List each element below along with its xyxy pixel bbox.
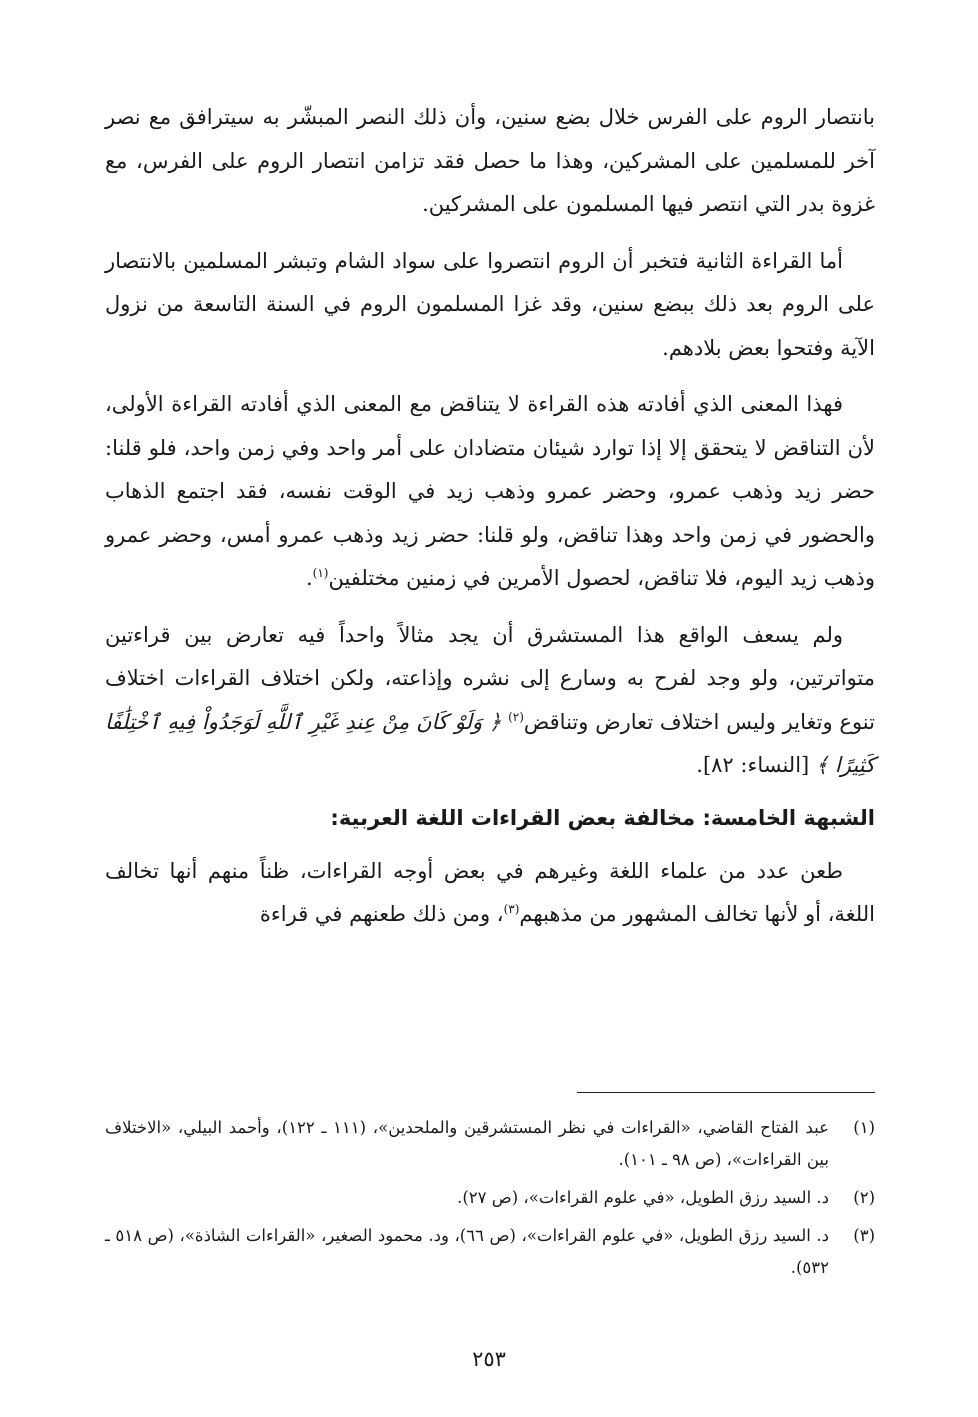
footnote-ref-1: (١) xyxy=(312,566,329,580)
footnote-number: (٢) xyxy=(853,1188,875,1207)
footnote-number: (٣) xyxy=(853,1226,875,1245)
footnote-3 xyxy=(105,1220,875,1284)
paragraph-5 xyxy=(105,850,875,937)
paragraph-4-text: ولم يسعف الواقع هذا المستشرق أن يجد مثالاً واحداً فيه تعارض بين قراءتين متواترتين، ولو وجد لفرح به وسارع إلى نشره وإذاعته، ولكن اختلاف القراءات اختلاف تنوع وتغاير وليس اختلاف تعارض وتناقض xyxy=(105,622,875,734)
paragraph-5-tail: ، ومن ذلك طعنهم في قراءة xyxy=(259,902,504,926)
footnote-number: (١) xyxy=(853,1118,875,1137)
paragraph-4 xyxy=(105,614,875,788)
paragraph-3-end: . xyxy=(305,566,313,590)
footnote-2 xyxy=(105,1182,875,1214)
page-number: ٢٥٣ xyxy=(472,1347,506,1371)
footnote-1 xyxy=(105,1112,875,1176)
page-body xyxy=(105,96,875,937)
paragraph-3 xyxy=(105,383,875,601)
paragraph-3-text: فهذا المعنى الذي أفادته هذه القراءة لا يتناقض مع المعنى الذي أفادته القراءة الأولى، لأن التناقض لا يتحقق إلا إذا توارد شيئان متضادان على أمر واحد وفي زمن واحد، فلو قلنا: حضر زيد وذهب عمرو، وحضر عمرو وذهب زيد في الوقت نفسه، فقد اجتمع الذهاب والحضور في زمن واحد وهذا تناقض، ولو قلنا: حضر زيد وذهب عمرو أمس، وحضر عمرو وذهب زيد اليوم، فلا تناقض، لحصول الأمرين في زمنين مختلفين xyxy=(105,392,875,590)
footnote-text: د. السيد رزق الطويل، «في علوم القراءات»، (ص ٢٧). xyxy=(457,1188,829,1207)
paragraph-2-text: أما القراءة الثانية فتخبر أن الروم انتصروا على سواد الشام وتبشر المسلمين بالانتصار على الروم بعد ذلك ببضع سنين، وقد غزا المسلمون الروم في السنة التاسعة من نزول الآية وفتحوا بعض بلادهم. xyxy=(105,248,875,360)
footnote-ref-2: (٢) xyxy=(508,709,524,724)
footnote-text: عبد الفتاح القاضي، «القراءات في نظر المستشرقين والملحدين»، (١١١ ـ ١٢٢)، وأحمد البيلي، «الاختلاف بين القراءات»، (ص ٩٨ ـ ١٠١). xyxy=(105,1118,829,1169)
quran-citation: [النساء: ٨٢]. xyxy=(696,753,810,777)
footnotes xyxy=(105,1112,875,1290)
paragraph-2 xyxy=(105,240,875,371)
footnote-separator xyxy=(577,1092,875,1093)
paragraph-5-text: طعن عدد من علماء اللغة وغيرهم في بعض أوجه القراءات، ظناً منهم أنها تخالف اللغة، أو لأنها تخالف المشهور من مذهبهم xyxy=(105,858,875,926)
paragraph-1-text: بانتصار الروم على الفرس خلال بضع سنين، وأن ذلك النصر المبشّر به سيترافق مع نصر آخر للمسلمين على المشركين، وهذا ما حصل فقد تزامن انتصار الروم على الفرس، مع غزوة بدر التي انتصر فيها المسلمون على المشركين. xyxy=(105,105,875,216)
footnote-text: د. السيد رزق الطويل، «في علوم القراءات»، (ص ٦٦)، ود. محمود الصغير، «القراءات الشاذة»، (ص ٥١٨ ـ ٥٣٢). xyxy=(105,1226,829,1277)
paragraph-1 xyxy=(105,96,875,227)
quran-verse: ﴿ وَلَوْ كَانَ مِنْ عِندِ غَيْرِ ٱللَّهِ لَوَجَدُواْ فِيهِ ٱخْتِلَٰفًا كَثِيرًا ﴾ xyxy=(105,709,875,777)
footnote-ref-3: (٣) xyxy=(503,902,520,916)
section-heading: الشبهة الخامسة: مخالفة بعض القراءات اللغة العربية: xyxy=(330,805,875,830)
